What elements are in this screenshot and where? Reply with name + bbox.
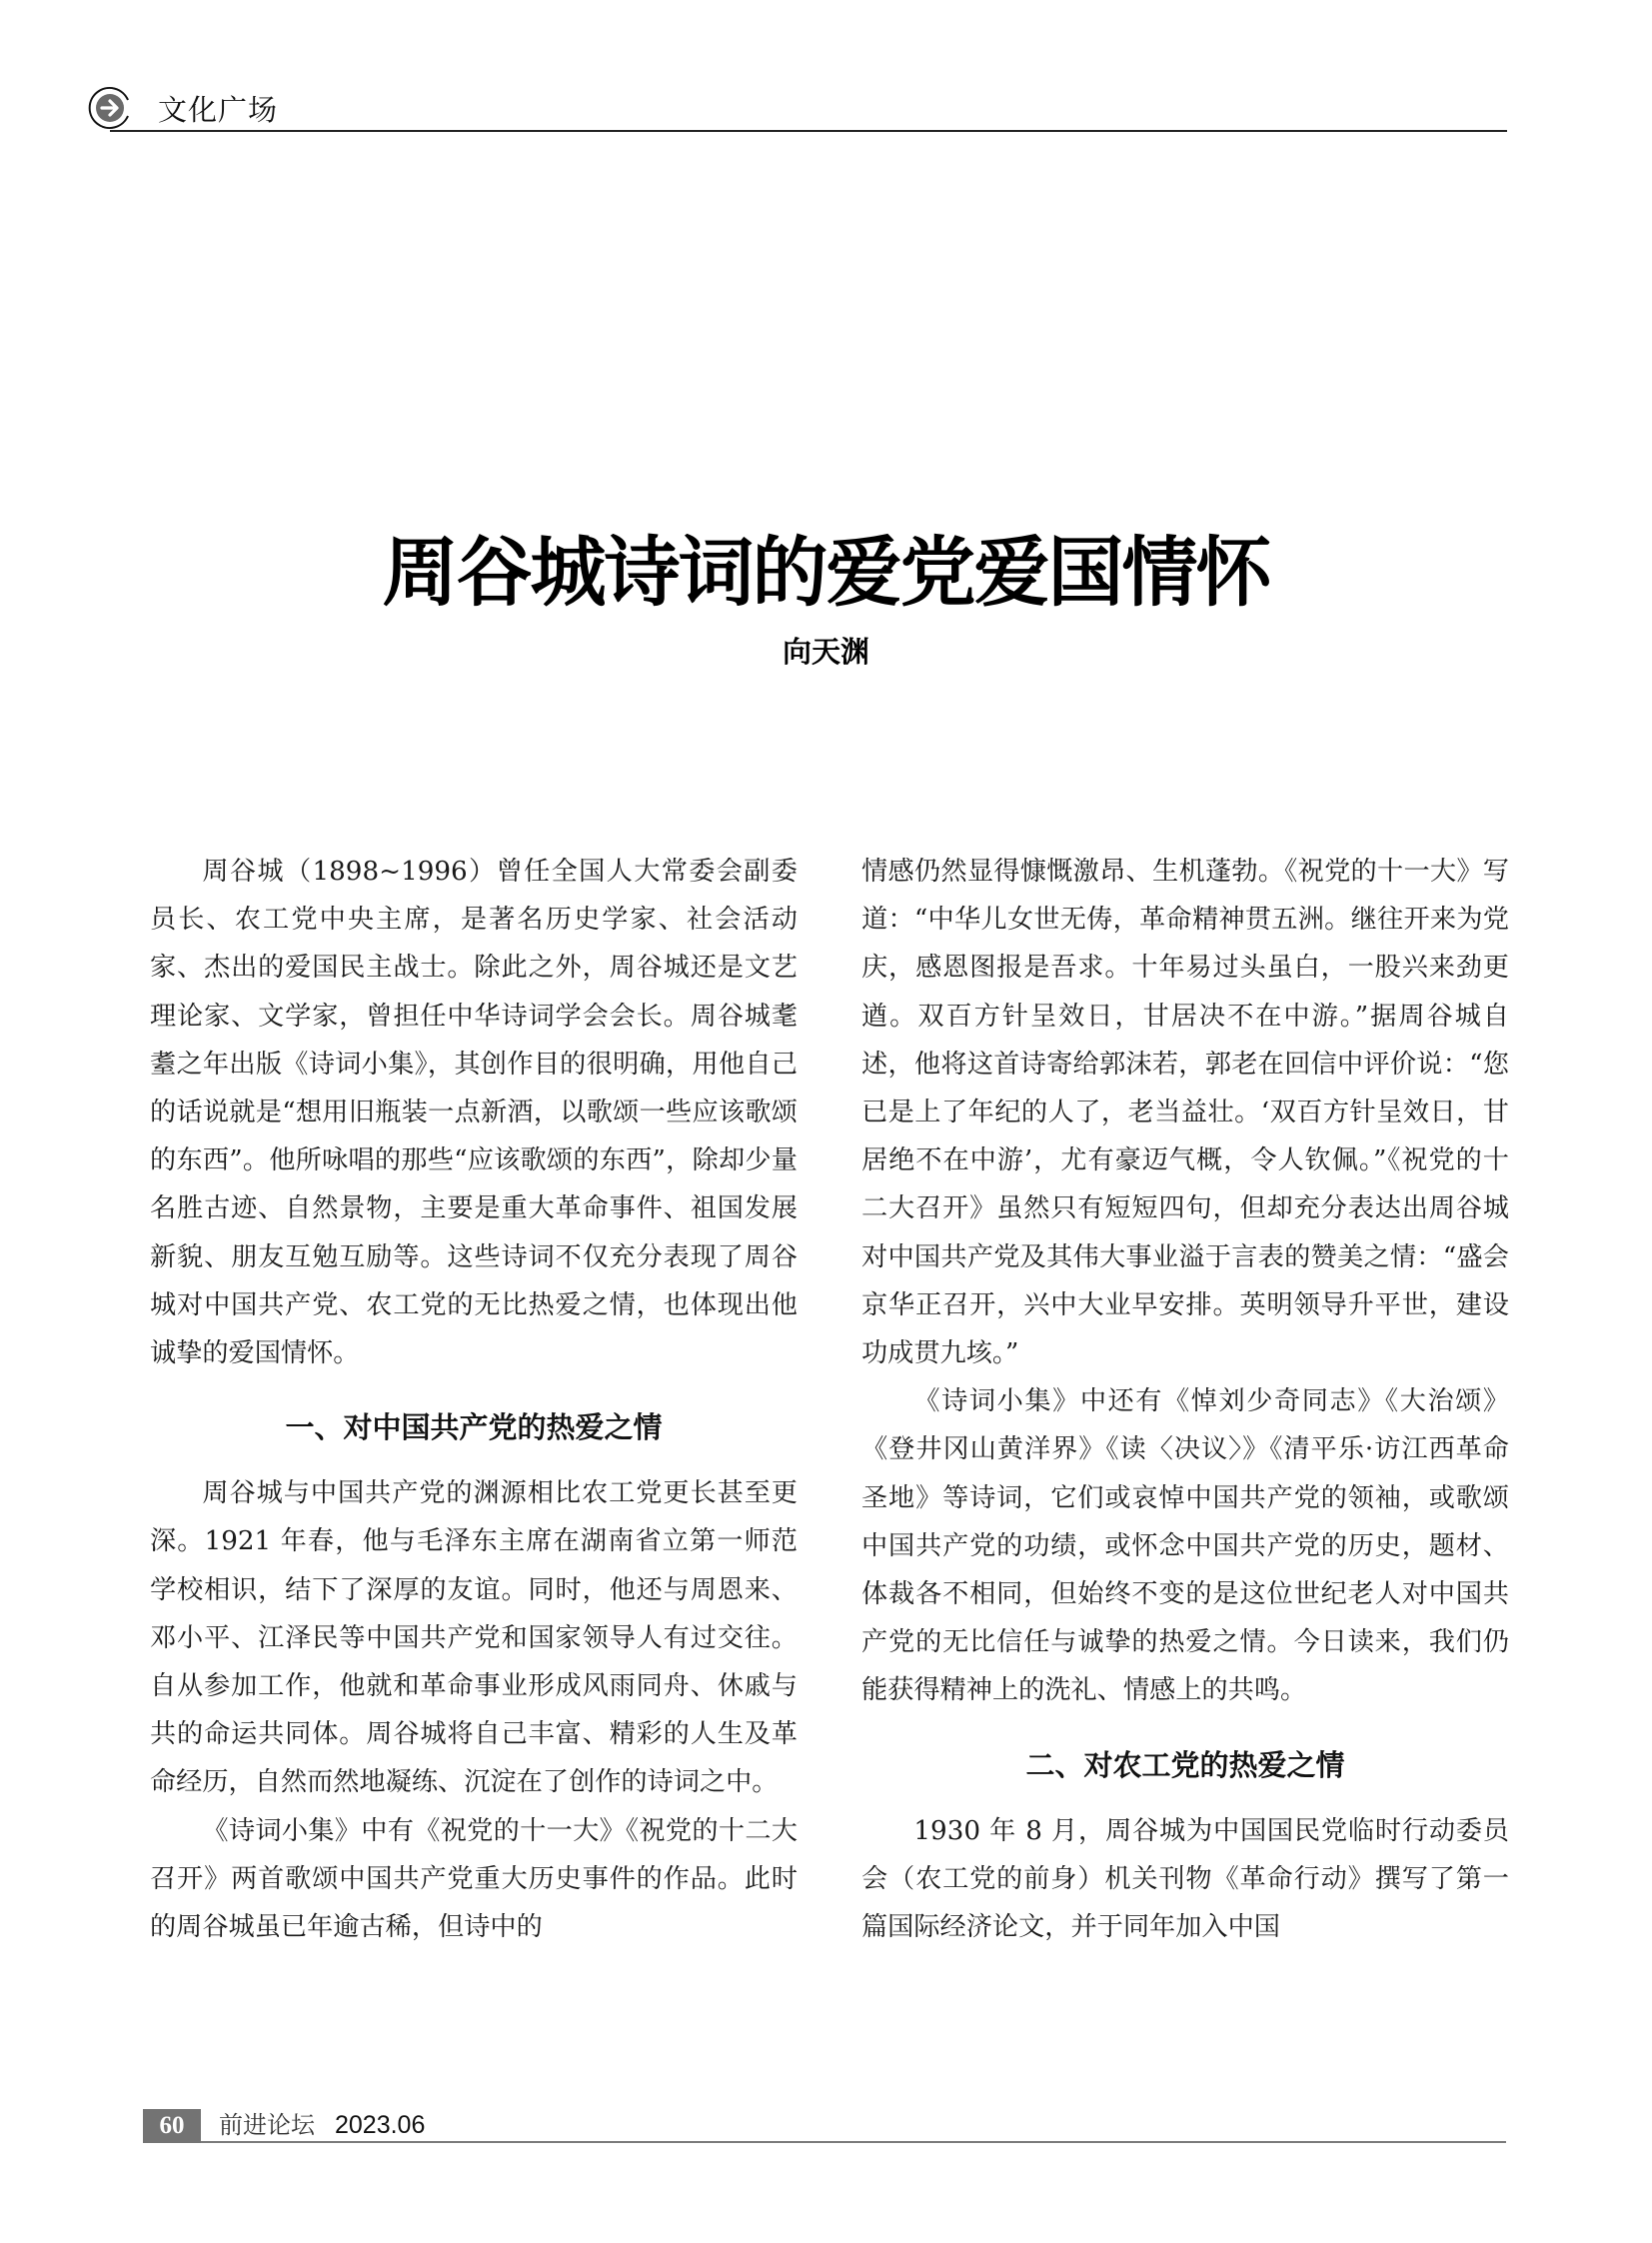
page-footer: [143, 2109, 1506, 2145]
page-number: 60: [143, 2109, 201, 2143]
paragraph: 《诗词小集》中还有《悼刘少奇同志》《大治颂》《登井冈山黄洋界》《读〈决议〉》《清平乐·访江西革命圣地》等诗词，它们或哀悼中国共产党的领袖，或歌颂中国共产党的功绩，或怀念中国共产党的历史，题材、体裁各不相同，但始终不变的是这位世纪老人对中国共产党的无比信任与诚挚的热爱之情。今日读来，我们仍能获得精神上的洗礼、情感上的共鸣。: [861, 1386, 1509, 1706]
journal-name: 前进论坛: [219, 2111, 315, 2139]
paragraph: 1930 年 8 月，周谷城为中国国民党临时行动委员会（农工党的前身）机关刊物《革命行动》撰写了第一篇国际经济论文，并于同年加入中国: [861, 1815, 1509, 1943]
header-rule: [110, 130, 1507, 132]
paragraph: 《诗词小集》中有《祝党的十一大》《祝党的十二大召开》两首歌颂中国共产党重大历史事件的作品。此时的周谷城虽已年逾古稀，但诗中的: [150, 1815, 798, 1943]
journal-issue: 2023.06: [335, 2111, 426, 2139]
section-heading: 二、对农工党的热爱之情: [1025, 1747, 1345, 1782]
paragraph: 周谷城（1898~1996）曾任全国人大常委会副委员长、农工党中央主席，是著名历史学家、社会活动家、杰出的爱国民主战士。除此之外，周谷城还是文艺理论家、文学家，曾担任中华诗词学会会长。周谷城耄耋之年出版《诗词小集》，其创作目的很明确，用他自己的话说就是“想用旧瓶装一点新酒，以歌颂一些应该歌颂的东西”。他所咏唱的那些“应该歌颂的东西”，除却少量名胜古迹、自然景物，主要是重大革命事件、祖国发展新貌、朋友互勉互励等。这些诗词不仅充分表现了周谷城对中国共产党、农工党的无比热爱之情，也体现出他诚挚的爱国情怀。: [150, 857, 798, 1369]
footer-rule: [201, 2141, 1506, 2143]
section-heading: 一、对中国共产党的热爱之情: [285, 1410, 663, 1445]
paragraph: 周谷城与中国共产党的渊源相比农工党更长甚至更深。1921 年春，他与毛泽东主席在湖南省立第一师范学校相识，结下了深厚的友谊。同时，他还与周恩来、邓小平、江泽民等中国共产党和国家领导人有过交往。自从参加工作，他就和革命事业形成风雨同舟、休戚与共的命运共同体。周谷城将自己丰富、精彩的人生及革命经历，自然而然地凝练、沉淀在了创作的诗词之中。: [150, 1478, 798, 1798]
section-label: 文化广场: [158, 93, 279, 127]
article-title: 周谷城诗词的爱党爱国情怀: [382, 528, 1270, 617]
arrow-circle-right-icon: [88, 86, 132, 130]
article-author: 向天渊: [782, 635, 869, 669]
section-header: [88, 86, 1507, 134]
left-column: [150, 848, 798, 1951]
paragraph: 情感仍然显得慷慨激昂、生机蓬勃。《祝党的十一大》写道：“中华儿女世无俦，革命精神贯五洲。继往开来为党庆，感恩图报是吾求。十年易过头虽白，一股兴来劲更遒。双百方针呈效日，甘居决不在中游。”据周谷城自述，他将这首诗寄给郭沫若，郭老在回信中评价说：“您已是上了年纪的人了，老当益壮。‘双百方针呈效日，甘居绝不在中游’，尤有豪迈气概，令人钦佩。”《祝党的十二大召开》虽然只有短短四句，但却充分表达出周谷城对中国共产党及其伟大事业溢于言表的赞美之情：“盛会京华正召开，兴中大业早安排。英明领导升平世，建设功成贯九垓。”: [861, 857, 1509, 1369]
right-column: [861, 848, 1509, 1951]
